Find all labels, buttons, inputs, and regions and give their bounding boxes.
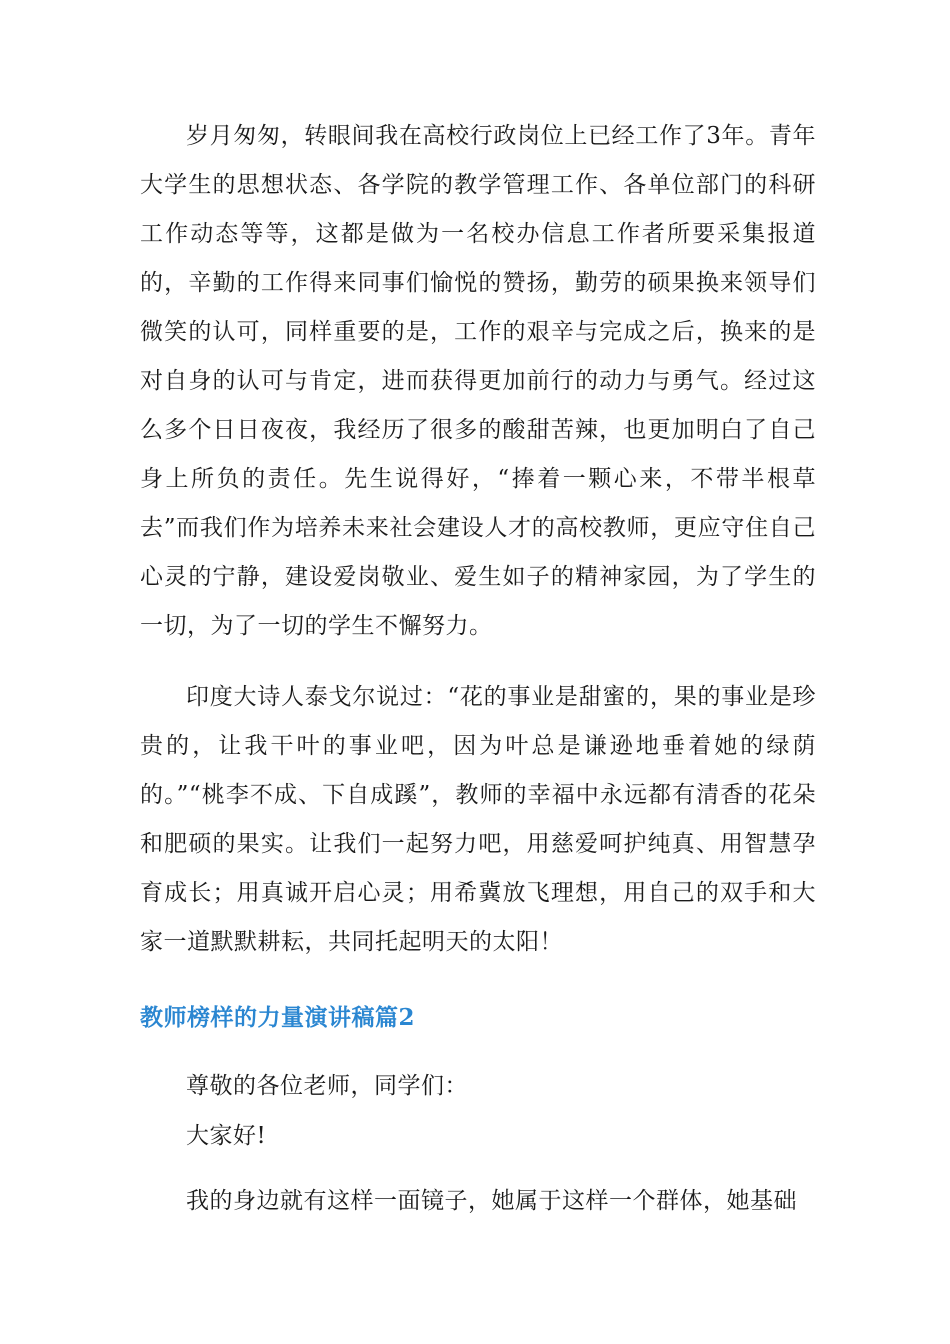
paragraph-mirror: 我的身边就有这样一面镜子，她属于这样一个群体，她基础 [186,1188,797,1214]
paragraph-tagore-quote: 印度大诗人泰戈尔说过：“花的事业是甜蜜的，果的事业是珍贵的，让我干叶的事业吧，因为叶总是谦逊地垂着她的绿荫的。”“桃李不成、下自成蹊”，教师的幸福中永远都有清香的花朵和肥硕的果实。让我们一起努力吧，用慈爱呵护纯真、用智慧孕育成长；用真诚开启心灵；用希冀放飞理想，用自己的双手和大家一道默默耕耘，共同托起明天的太阳！ [140,684,816,955]
paragraph-reflection: 岁月匆匆，转眼间我在高校行政岗位上已经工作了3年。青年大学生的思想状态、各学院的教学管理工作、各单位部门的科研工作动态等等，这都是做为一名校办信息工作者所要采集报道的，辛勤的工作得来同事们愉悦的赞扬，勤劳的硕果换来领导们微笑的认可，同样重要的是，工作的艰辛与完成之后，换来的是对自身的认可与肯定，进而获得更加前行的动力与勇气。经过这么多个日日夜夜，我经历了很多的酸甜苦辣，也更加明白了自己身上所负的责任。先生说得好，“捧着一颗心来，不带半根草去”而我们作为培养未来社会建设人才的高校教师，更应守住自己心灵的宁静，建设爱岗敬业、爱生如子的精神家园，为了学生的一切，为了一切的学生不懈努力。 [140,123,816,639]
section-heading: 教师榜样的力量演讲稿篇2 [140,1004,416,1031]
salutation: 尊敬的各位老师，同学们： [186,1073,468,1099]
document-content [140,112,816,1226]
greeting: 大家好! [186,1123,267,1149]
